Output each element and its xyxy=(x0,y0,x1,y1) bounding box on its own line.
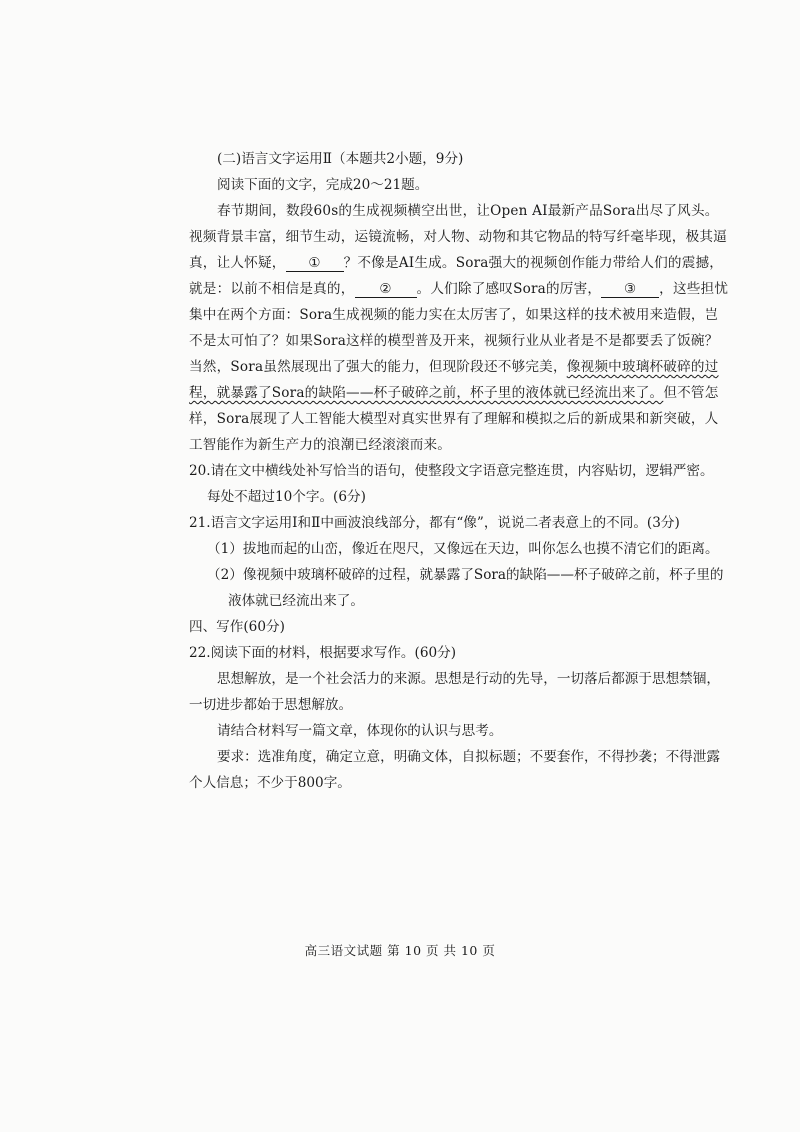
question-21-item-2-cont: 液体就已经流出来了。 xyxy=(228,593,364,609)
passage-line-4 xyxy=(189,276,729,302)
passage-text: 真，让人怀疑， xyxy=(189,255,286,271)
passage-text: 。人们除了感叹Sora的厉害， xyxy=(416,281,602,297)
section-heading: (二)语言文字运用Ⅱ（本题共2小题，9分) xyxy=(217,151,464,167)
passage-text: 就是：以前不相信是真的， xyxy=(189,281,355,297)
writing-task: 请结合材料写一篇文章，体现你的认识与思考。 xyxy=(217,723,503,739)
material-line-1: 思想解放，是一个社会活力的来源。思想是行动的先导，一切落后都源于思想禁锢， xyxy=(217,671,720,687)
passage-line-7 xyxy=(189,354,719,380)
writing-requirements-cont: 个人信息；不少于800字。 xyxy=(189,775,351,791)
passage-line-8 xyxy=(189,380,719,406)
question-20-note: 每处不超过10个字。(6分) xyxy=(207,489,366,505)
passage-text: ，这些担忧 xyxy=(659,281,729,297)
passage-line-1: 春节期间，数段60s的生成视频横空出世，让Open AI最新产品Sora出尽了风头。 xyxy=(217,203,719,219)
passage-text: 当然，Sora虽然展现出了强大的能力，但现阶段还不够完美， xyxy=(189,359,567,375)
passage-line-5: 集中在两个方面：Sora生成视频的能力实在太厉害了，如果这样的技术被用来造假，岂 xyxy=(189,307,719,323)
section-instruction: 阅读下面的文字，完成20～21题。 xyxy=(217,177,429,193)
passage-line-3 xyxy=(189,250,724,276)
question-21: 21.语言文字运用Ⅰ和Ⅱ中画波浪线部分，都有“像”，说说二者表意上的不同。(3分) xyxy=(189,515,680,531)
question-21-item-1: （1）拔地而起的山峦，像近在咫尺，又像远在天边，叫你怎么也摸不清它们的距离。 xyxy=(207,541,719,557)
passage-line-9: 样，Sora展现了人工智能大模型对真实世界有了理解和模拟之后的新成果和新突破，人 xyxy=(189,411,719,427)
wavy-underlined-text: 像视频中玻璃杯破碎的过 xyxy=(566,359,719,375)
passage-text: ？不像是AI生成。Sora强大的视频创作能力带给人们的震撼， xyxy=(343,255,724,271)
question-21-item-2: （2）像视频中玻璃杯破碎的过程，就暴露了Sora的缺陷——杯子破碎之前，杯子里的 xyxy=(207,567,724,583)
page-content xyxy=(189,146,729,796)
passage-line-6: 不是太可怕了？如果Sora这样的模型普及开来，视频行业从业者是不是都要丢了饭碗？ xyxy=(189,333,719,349)
material-line-2: 一切进步都始于思想解放。 xyxy=(189,697,353,713)
passage-line-2: 视频背景丰富，细节生动，运镜流畅，对人物、动物和其它物品的特写纤毫毕现，极其逼 xyxy=(189,229,727,245)
wavy-underlined-text: 程，就暴露了Sora的缺陷——杯子破碎之前，杯子里的液体就已经流出来了。 xyxy=(189,385,664,401)
page-footer: 高三语文试题 第 10 页 共 10 页 xyxy=(304,943,496,958)
question-20: 20.请在文中横线处补写恰当的语句，使整段文字语意完整连贯，内容贴切，逻辑严密。 xyxy=(189,463,714,479)
blank-3: ③ xyxy=(601,281,659,298)
writing-requirements: 要求：选准角度，确定立意，明确文体，自拟标题；不要套作，不得抄袭；不得泄露 xyxy=(217,749,720,765)
blank-1: ① xyxy=(286,255,344,272)
writing-section-heading: 四、写作(60分) xyxy=(189,619,285,635)
question-22: 22.阅读下面的材料，根据要求写作。(60分) xyxy=(189,645,457,661)
passage-line-10: 工智能作为新生产力的浪潮已经滚滚而来。 xyxy=(189,437,452,453)
passage-text: 但不管怎 xyxy=(663,385,719,401)
reading-passage xyxy=(189,198,729,458)
blank-2: ② xyxy=(355,281,417,298)
